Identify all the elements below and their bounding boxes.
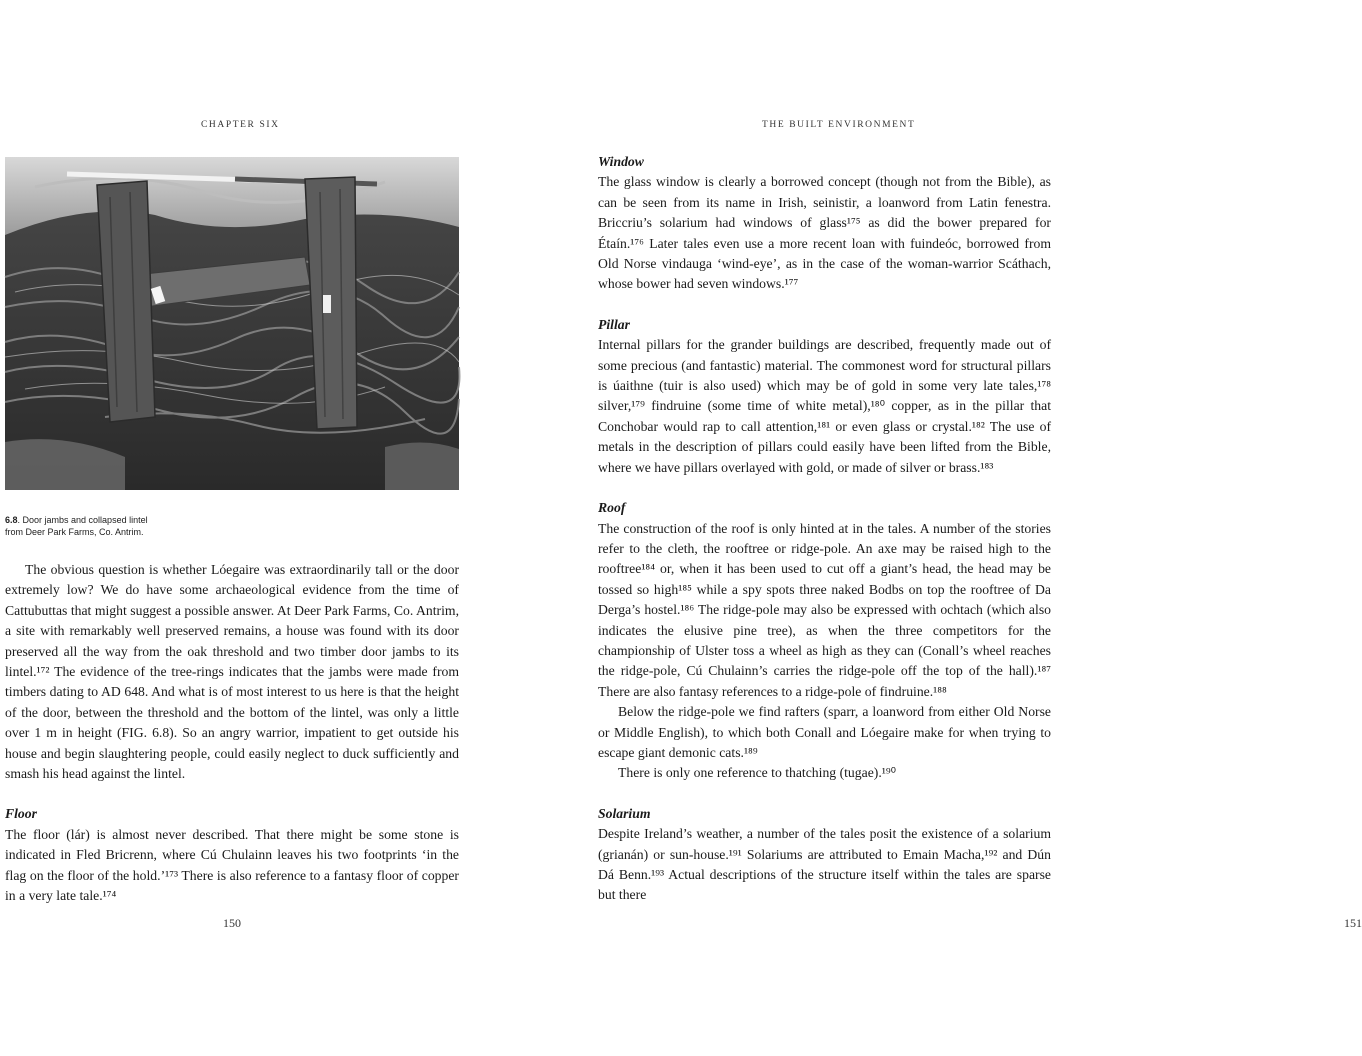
section-heading-pillar: Pillar: [598, 316, 630, 332]
section-heading-floor: Floor: [5, 806, 37, 822]
right-body-text: [598, 152, 1051, 906]
figure-number: 6.8: [5, 515, 18, 525]
paragraph: The floor (lár) is almost never described. That there might be some stone is indicated in Fled Bricrenn, where Cú Chulainn leaves his two footprints ‘in the flag on the floor of the hold.’¹⁷³ There is also reference to a fantasy floor of copper in a very late tale.¹⁷⁴: [5, 826, 459, 904]
caption-line-1: . Door jambs and collapsed lintel: [17, 515, 148, 525]
section-heading-solarium: Solarium: [598, 805, 651, 821]
paragraph: Despite Ireland’s weather, a number of the tales posit the existence of a solarium (grianán) or sun-house.¹⁹¹ Solariums are attributed to Emain Macha,¹⁹² and Dún Dá Benn.¹⁹³ Actual descriptions of the structure itself within the tales are sparse but there: [598, 826, 1051, 903]
figure-photo-door-jambs: [5, 157, 459, 490]
caption-line-2: from Deer Park Farms, Co. Antrim.: [5, 527, 144, 537]
paragraph: Below the ridge-pole we find rafters (sparr, a loanword from either Old Norse or Middle English), to which both Conall and Lóegaire make for when trying to escape giant demonic cats.¹⁸⁹: [598, 704, 1051, 760]
page-number: 150: [223, 916, 241, 930]
section-heading-window: Window: [598, 154, 644, 169]
paragraph: The glass window is clearly a borrowed concept (though not from the Bible), as can be seen from its name in Irish, seinistir, a loanword from Latin fenestra. Briccriu’s solarium had windows of glass¹⁷⁵ as did the bower prepared for Étaín.¹⁷⁶ Later tales even use a more recent loan with fuindeóc, borrowed from Old Norse vindauga ‘wind-eye’, as in the case of the woman-warrior Scáthach, whose bower had seven windows.¹⁷⁷: [598, 174, 1051, 292]
left-body-text: [5, 560, 459, 907]
paragraph: There is only one reference to thatching (tugae).¹⁹⁰: [618, 765, 897, 781]
figure-caption: [5, 514, 205, 538]
page-number: 151: [1344, 916, 1362, 930]
running-head-left: CHAPTER SIX: [201, 120, 280, 130]
left-page: [0, 0, 528, 1056]
paragraph: The obvious question is whether Lóegaire was extraordinarily tall or the door extremely low? We do have some archaeological evidence from the time of Cattubuttas that might suggest a possible answer. At Deer Park Farms, Co. Antrim, a site with remarkably well preserved remains, a house was found with its door preserved all the way from the oak threshold and two timber door jambs to its lintel.¹⁷² The evidence of the tree-rings indicates that the jambs were made from timbers dating to AD 648. And what is of most interest to us here is that the height of the door, between the threshold and the bottom of the lintel, was only a little over 1 m in height (FIG. 6.8). So an angry warrior, impatient to get outside his house and begin slaughtering people, could easily neglect to duck sufficiently and smash his head against the lintel.: [5, 562, 459, 782]
running-head-right: THE BUILT ENVIRONMENT: [762, 120, 916, 130]
paragraph: Internal pillars for the grander buildings are described, frequently made out of some precious (and fantastic) material. The commonest word for structural pillars is úaithne (tuir is also used) which may be of gold in some very late tales,¹⁷⁸ silver,¹⁷⁹ findruine (some time of white metal),¹⁸⁰ copper, as in the pillar that Conchobar would rap to call attention,¹⁸¹ or even glass or crystal.¹⁸² The use of metals in the description of pillars could easily have been lifted from the Bible, where we have pillars overlayed with gold, or made of silver or brass.¹⁸³: [598, 337, 1051, 475]
paragraph: The construction of the roof is only hinted at in the tales. A number of the stories refer to the cleth, the rooftree or ridge-pole. An axe may be raised high to the rooftree¹⁸⁴ or, when it has been used to cut off a giant’s head, the head may be tossed so high¹⁸⁵ while a spy spots three naked Bodbs on top the rooftree of Da Derga’s hostel.¹⁸⁶ The ridge-pole may also be expressed with ochtach (which also indicates the elusive pine tree), as when the three competitors for the championship of Ulster toss a wheel as high as they can (Conall’s wheel reaches the ridge-pole, Cú Chulainn’s carries the ridge-pole off the top of the hall).¹⁸⁷ There are also fantasy references to a ridge-pole of findruine.¹⁸⁸: [598, 520, 1051, 699]
section-heading-roof: Roof: [598, 500, 626, 516]
